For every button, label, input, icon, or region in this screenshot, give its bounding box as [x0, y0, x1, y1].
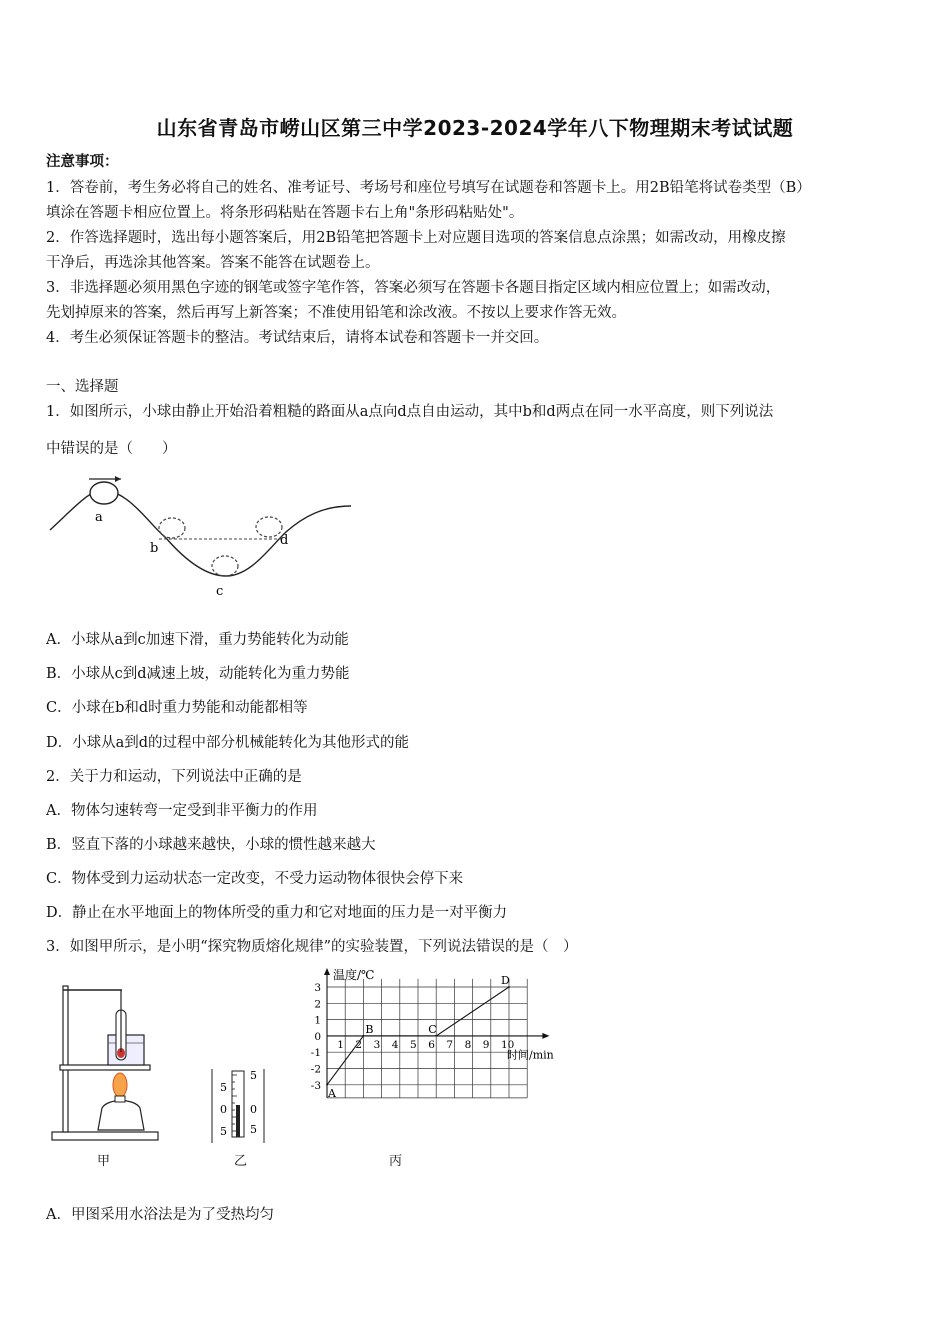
track-curve: [50, 490, 351, 576]
y-tick-label: 2: [314, 998, 321, 1011]
q2-option-d: D．静止在水平地面上的物体所受的重力和它对地面的压力是一对平衡力: [46, 905, 508, 921]
label-jia: 甲: [97, 1154, 111, 1169]
notice-line: 4．考生必须保证答题卡的整洁。考试结束后，请将本试卷和答题卡一并交回。: [46, 330, 549, 346]
stand-rod: [63, 986, 68, 1132]
ball-dashed: [159, 518, 185, 538]
x-tick-label: 4: [391, 1038, 399, 1051]
y-tick-label: 0: [314, 1030, 321, 1043]
x-tick-label: 1: [337, 1038, 344, 1051]
label-c: c: [216, 584, 224, 599]
arrow-head-icon: [115, 476, 121, 482]
x-tick-label: 7: [446, 1038, 454, 1051]
question-1-stem: 1．如图所示，小球由静止开始沿着粗糙的路面从a点向d点自由运动，其中b和d两点在同一水平高度，则下列说法: [46, 404, 774, 420]
q2-option-a: A．物体匀速转弯一定受到非平衡力的作用: [46, 803, 318, 819]
label-b: b: [150, 541, 159, 556]
flame-icon: [113, 1073, 127, 1097]
x-tick-label: 3: [373, 1038, 381, 1051]
q1-option-a: A．小球从a到c加速下滑，重力势能转化为动能: [46, 632, 349, 648]
notice-line: 先划掉原来的答案，然后再写上新答案；不准使用铅笔和涂改液。不按以上要求作答无效。: [46, 305, 626, 321]
y-axis-label: 温度/℃: [333, 968, 375, 982]
x-axis-label: 时间/min: [507, 1048, 554, 1062]
y-tick-label: 1: [314, 1014, 321, 1027]
scale-left-top: 5: [220, 1081, 227, 1094]
notice-heading: 注意事项：: [46, 153, 119, 170]
question-2-stem: 2．关于力和运动，下列说法中正确的是: [46, 769, 302, 785]
scale-left-mid: 0: [220, 1103, 227, 1116]
y-tick-label: -3: [310, 1079, 321, 1092]
ring-platform: [60, 1065, 150, 1070]
page-title: 山东省青岛市崂山区第三中学2023-2024学年八下物理期末考试试题: [156, 116, 794, 140]
q3-option-a: A．甲图采用水浴法是为了受热均匀: [46, 1207, 274, 1223]
x-tick-label: 9: [482, 1038, 490, 1051]
section-heading: 一、选择题: [46, 379, 119, 395]
question-3-stem: 3．如图甲所示，是小明“探究物质熔化规律”的实验装置，下列说法错误的是（ ）: [46, 939, 578, 955]
q2-option-c: C．物体受到力运动状态一定改变，不受力运动物体很快会停下来: [46, 871, 464, 887]
x-tick-label: 8: [464, 1038, 472, 1051]
scale-right-mid: 0: [250, 1103, 257, 1116]
mercury-column: [236, 1105, 240, 1137]
notice-line: 2．作答选择题时，选出每小题答案后，用2B铅笔把答题卡上对应题目选项的答案信息点涂黑；如需改动，用橡皮擦: [46, 230, 786, 246]
q2-option-b: B．竖直下落的小球越来越快，小球的惯性越来越大: [46, 837, 376, 853]
thermometer-figure: [210, 1065, 270, 1145]
x-tick-label: 6: [428, 1038, 435, 1051]
label-bing: 丙: [389, 1154, 403, 1169]
x-tick-label: 2: [355, 1038, 363, 1051]
stand-base: [52, 1132, 158, 1140]
scale-left-bottom: 5: [220, 1125, 227, 1138]
notice-line: 填涂在答题卡相应位置上。将条形码粘贴在答题卡右上角"条形码粘贴处"。: [46, 205, 524, 221]
label-yi: 乙: [234, 1154, 248, 1169]
q1-option-c: C．小球在b和d时重力势能和动能都相等: [46, 700, 308, 716]
label-d: d: [280, 533, 289, 548]
scale-right-bottom: 5: [250, 1123, 257, 1136]
y-tick-label: -2: [310, 1063, 321, 1076]
ball-dashed: [256, 517, 282, 537]
apparatus-figure: [50, 980, 165, 1145]
data-point: [363, 1035, 365, 1037]
point-label: B: [365, 1022, 374, 1036]
alcohol-lamp: [98, 1101, 144, 1131]
notice-line: 3．非选择题必须用黑色字迹的钢笔或签字笔作答，答案必须写在答题卡各题目指定区域内相应位置上；如需改动，: [46, 280, 781, 296]
q1-option-b: B．小球从c到d减速上坡，动能转化为重力势能: [46, 666, 350, 682]
point-label: A: [328, 1086, 336, 1100]
y-tick-label: 3: [314, 982, 321, 994]
question-1-stem-cont: 中错误的是（ ）: [46, 441, 177, 457]
notice-line: 1．答卷前，考生务必将自己的姓名、准考证号、考场号和座位号填写在试题卷和答题卡上。用2B铅笔将试卷类型（B）: [46, 180, 811, 196]
scale-right-top: 5: [250, 1069, 257, 1082]
notice-line: 干净后，再选涂其他答案。答案不能答在试题卷上。: [46, 255, 380, 271]
x-tick-label: 5: [410, 1038, 417, 1051]
lamp-wick: [115, 1096, 125, 1102]
label-a: a: [95, 510, 103, 525]
x-axis-arrow-icon: [542, 1033, 549, 1039]
ball-dashed: [212, 556, 238, 576]
ball-solid: [90, 482, 118, 504]
point-label: D: [501, 974, 510, 987]
y-tick-label: -1: [310, 1047, 321, 1060]
q1-option-d: D．小球从a到d的过程中部分机械能转化为其他形式的能: [46, 735, 410, 751]
data-point: [326, 1084, 328, 1086]
y-axis-arrow-icon: [324, 968, 330, 975]
temperature-time-chart: [305, 965, 585, 1125]
q1-track-figure: [46, 466, 366, 606]
x-tick-label: 10: [501, 1038, 515, 1051]
point-label: C: [428, 1022, 437, 1036]
